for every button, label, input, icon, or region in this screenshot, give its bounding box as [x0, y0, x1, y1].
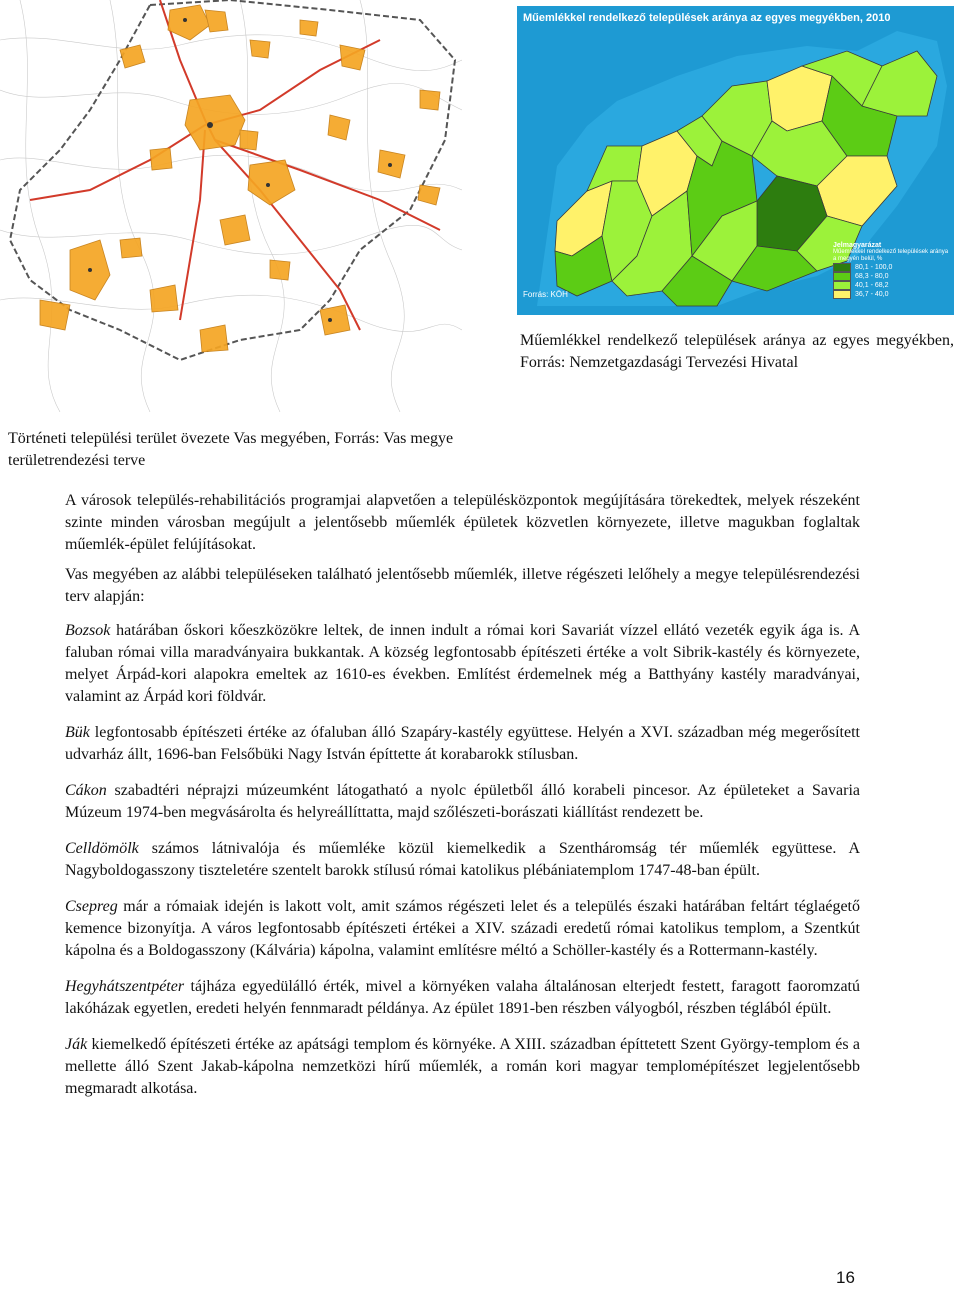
legend-label: 40,1 - 68,2 [855, 282, 889, 289]
town-text: tájháza egyedülálló érték, mivel a környéken valaha általánosan elterjedt festett, faragott faoromzatú lakóházak egyetlen, eredeti helyén fennmaradt példánya. Az épület 1891-ben részben vályogból, részben téglából épült. [65, 978, 860, 1017]
town-paragraph-buk [65, 722, 860, 766]
town-name: Bozsok [65, 622, 111, 639]
legend-label: 68,3 - 80,0 [855, 273, 889, 280]
town-text: határában őskori kőeszközökre leltek, de innen indult a római kori Savariát vízzel ellátó vezeték egyik ága is. A faluban római villa maradványaira bukkantak. A község legfontosabb építészeti értéke a volt Sibrik-kastély és környezete, melyet Árpád-kori alapokra emeltek az 1610-es években. Említést érdemelnek még a Batthyány kastély maradványai, valamint az Árpád kori földvár. [65, 622, 860, 705]
legend-swatch [833, 263, 851, 272]
hungary-county-map [517, 6, 954, 315]
intro-paragraph: A városok település-rehabilitációs programjai alapvetően a településközpontok megújítására törekedtek, melyek részeként szinte minden városban megújult a jelentősebb műemlék épületek közvetlen környezete, illetve magukban foglaltak műemlék-épület felújításokat. [65, 492, 860, 553]
legend-swatch [833, 272, 851, 281]
legend-swatch [833, 290, 851, 299]
town-name: Bük [65, 724, 90, 741]
left-map-caption: Történeti települési terület övezete Vas megyében, Forrás: Vas megye területrendezési terve [8, 430, 454, 469]
town-text: legfontosabb építészeti értéke az ófaluban álló Szapáry-kastély együttese. Helyén a XVI. században még megerősített udvarház állt, 1696-ban Felsőbüki Nagy István építtette át korabarokk stílusban. [65, 724, 860, 763]
legend-label: 80,1 - 100,0 [855, 264, 893, 271]
legend-item [833, 281, 951, 290]
page-number: 16 [836, 1268, 855, 1287]
vas-county-map [0, 0, 462, 412]
town-paragraph-celldomolk [65, 838, 860, 882]
town-name: Csepreg [65, 898, 118, 915]
town-paragraph-hegyhatszentpeter [65, 976, 860, 1020]
legend-item [833, 272, 951, 281]
town-text: kiemelkedő építészeti értéke az apátsági templom és környéke. A XIII. században építtetett Szent György-templom és a mellette álló Szent Jakab-kápolna nemzetközi hírű műemlék, a román kori magyar templomépítészet legjelentősebb megmaradt alkotása. [65, 1036, 860, 1097]
right-map-caption: Műemlékkel rendelkező települések aránya az egyes megyékben, Forrás: Nemzetgazdasági Tervezési Hivatal [520, 332, 954, 371]
town-name: Celldömölk [65, 840, 139, 857]
body-text [65, 490, 860, 1114]
legend-item [833, 263, 951, 272]
legend-title: Jelmagyarázat [833, 242, 882, 249]
legend-swatch [833, 281, 851, 290]
legend-subtitle: Műemlékkel rendelkező települések aránya a megyén belül, % [833, 249, 949, 262]
legend-item [833, 290, 951, 299]
town-paragraph-jak [65, 1034, 860, 1100]
town-text: már a rómaiak idején is lakott volt, amit számos régészeti lelet és a település északi határában feltárt téglaégető kemence bizonyítja. A város legfontosabb építészeti értékei a XIV. századi eredetű római katolikus templom, a Szentkút kápolna és a Boldogasszony (Kálvária) kápolna, valamint említésre méltó a Schöller-kastély és a Rottermann-kastély. [65, 898, 860, 959]
map-source: Forrás: KÖH [523, 290, 568, 299]
vas-intro-paragraph: Vas megyében az alábbi településeken található jelentősebb műemlék, illetve régészeti lelőhely a megye településrendezési terv alapján: [65, 566, 860, 605]
town-paragraph-csepreg [65, 896, 860, 962]
map-title: Műemlékkel rendelkező települések aránya az egyes megyékben, 2010 [523, 12, 891, 24]
town-paragraph-cak [65, 780, 860, 824]
town-text: számos látnivalója és műemléke közül kiemelkedik a Szentháromság tér műemlék együttese. A Nagyboldogasszony tiszteletére szentelt barokk stílusú római katolikus plébániatemplom 1747-48-ban épült. [65, 840, 860, 879]
town-paragraph-bozsok [65, 620, 860, 708]
town-text: szabadtéri néprajzi múzeumként látogatható a nyolc épületből álló korabeli pincesor. Az épületeket a Savaria Múzeum 1974-ben megvásárolta és helyreállíttatta, majd szőlészeti-borászati kiállítást rendezett be. [65, 782, 860, 821]
town-name: Hegyhátszentpéter [65, 978, 185, 995]
legend-label: 36,7 - 40,0 [855, 291, 889, 298]
town-name: Cákon [65, 782, 107, 799]
town-name: Ják [65, 1036, 88, 1053]
map-legend [833, 242, 951, 314]
